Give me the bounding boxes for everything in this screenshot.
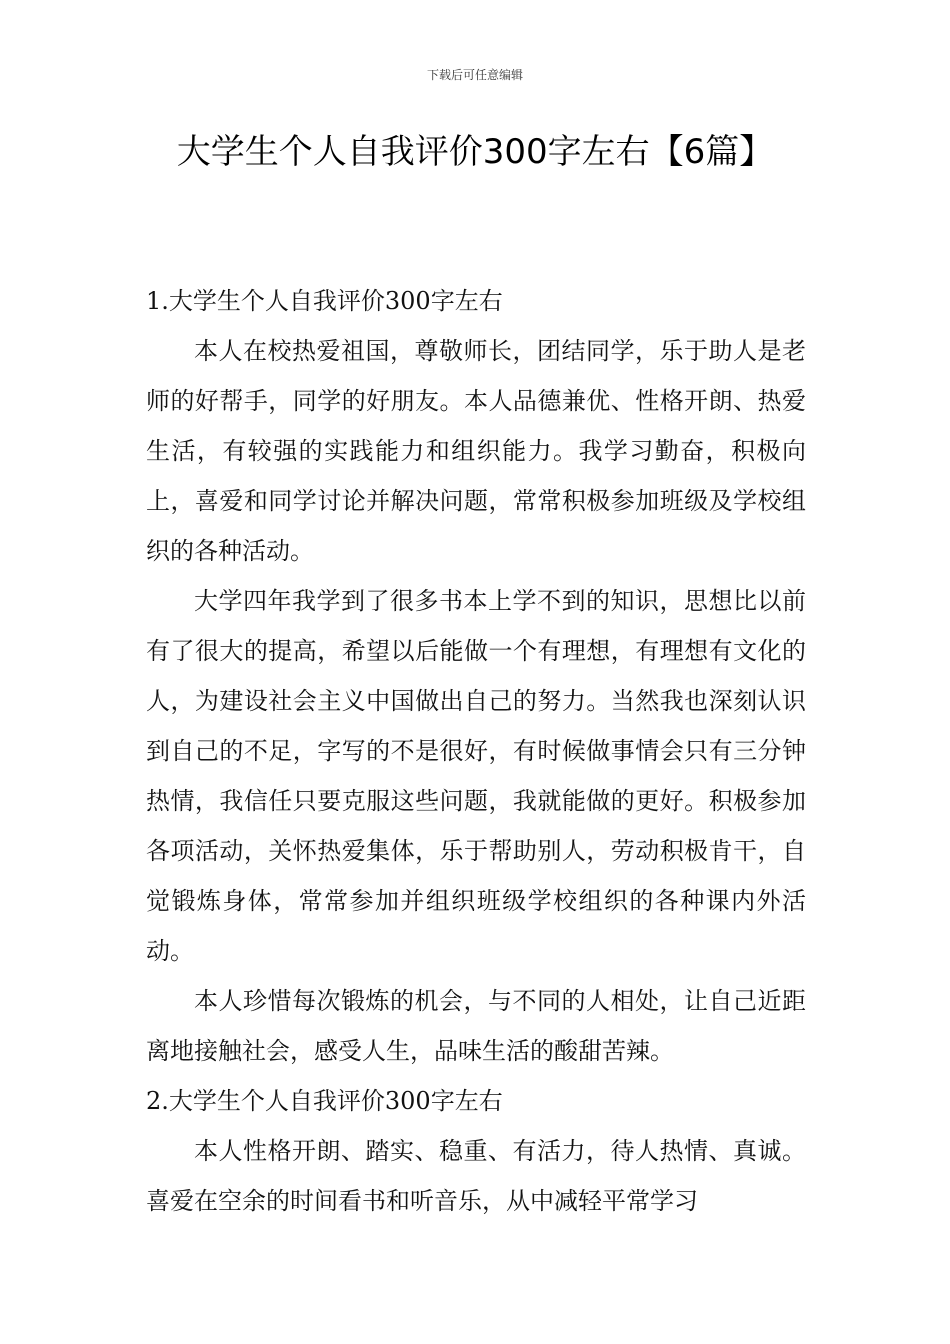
paragraph: 本人在校热爱祖国，尊敬师长，团结同学，乐于助人是老师的好帮手，同学的好朋友。本人品德兼优、性格开朗、热爱生活，有较强的实践能力和组织能力。我学习勤奋，积极向上，喜爱和同学讨论并解决问题，常常积极参加班级及学校组织的各种活动。 xyxy=(146,337,806,565)
paragraph: 大学四年我学到了很多书本上学不到的知识，思想比以前有了很大的提高，希望以后能做一个有理想，有理想有文化的人，为建设社会主义中国做出自己的努力。当然我也深刻认识到自己的不足，字写的不是很好，有时候做事情会只有三分钟热情，我信任只要克服这些问题，我就能做的更好。积极参加各项活动，关怀热爱集体，乐于帮助别人，劳动积极肯干，自觉锻炼身体，常常参加并组织班级学校组织的各种课内外活动。 xyxy=(146,587,806,965)
document-body xyxy=(146,276,806,1226)
section-heading-2: 2.大学生个人自我评价300字左右 xyxy=(146,1087,503,1115)
paragraph: 本人珍惜每次锻炼的机会，与不同的人相处，让自己近距离地接触社会，感受人生，品味生活的酸甜苦辣。 xyxy=(146,987,806,1065)
document-title: 大学生个人自我评价300字左右【6篇】 xyxy=(176,132,774,172)
section-heading-1: 1.大学生个人自我评价300字左右 xyxy=(146,287,503,315)
paragraph: 本人性格开朗、踏实、稳重、有活力，待人热情、真诚。喜爱在空余的时间看书和听音乐，从中减轻平常学习 xyxy=(146,1137,806,1215)
header-note: 下载后可任意编辑 xyxy=(426,68,523,82)
